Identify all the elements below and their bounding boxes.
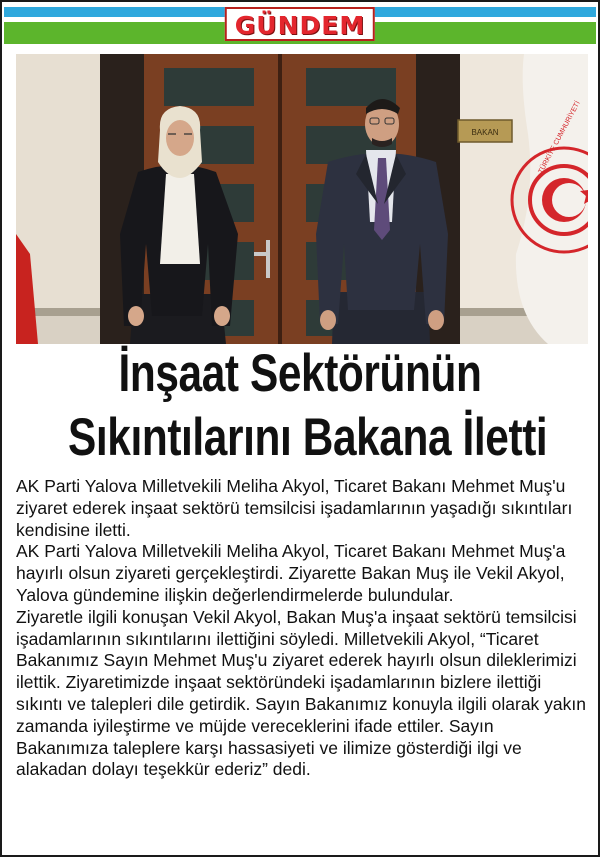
- headline-line-1: İnşaat Sektörünün: [118, 344, 482, 403]
- door-handle-icon: [266, 240, 270, 278]
- seal-text: TÜRKİYE CUMHURİYETİ: [537, 100, 582, 175]
- article-paragraph-1: AK Parti Yalova Milletvekili Meliha Akyol, Ticaret Bakanı Mehmet Muş'u ziyaret ederek inşaat sektörü temsilcisi işadamlarının yaşadığı sıkıntıları kendisine iletti.: [16, 476, 573, 540]
- article-paragraph-3: Ziyaretle ilgili konuşan Vekil Akyol, Bakan Muş'a inşaat sektörü temsilcisi işadamlarının sıkıntılarını ilettiğini söyledi. Milletvekili Akyol, “Ticaret Bakanımız Sayın Mehmet Muş'u ziyaret ederek hayırlı olsun dileklerimizi ilettik. Ziyaretimizde inşaat sektöründeki işadamlarının bizlere ilettiği sıkıntı ve talepleri dile getirdik. Sayın Bakanımız konuyla ilgili olarak yakın zamanda iyileştirme ve müjde vereceklerini ifade ettiler. Sayın Bakanımıza taleplere karşı hassasiyeti ve ilimize gösterdiği ilgi ve alakadan dolayı teşekkür ederiz” dedi.: [16, 606, 586, 780]
- door-plate-text: BAKAN: [471, 128, 499, 137]
- article-headline: [10, 342, 590, 470]
- section-title: GÜNDEM: [225, 7, 375, 41]
- section-banner: [4, 4, 596, 44]
- news-photo: [16, 54, 588, 344]
- article-paragraph-2: AK Parti Yalova Milletvekili Meliha Akyol, Ticaret Bakanı Mehmet Muş'a hayırlı olsun ziyareti gerçekleştirdi. Ziyarette Bakan Muş ile Vekil Akyol, Yalova gündemine ilişkin değerlendirmelerde bulundular.: [16, 541, 566, 605]
- article-body: [16, 476, 588, 781]
- headline-line-2: Sıkıntılarını Bakana İletti: [68, 408, 548, 467]
